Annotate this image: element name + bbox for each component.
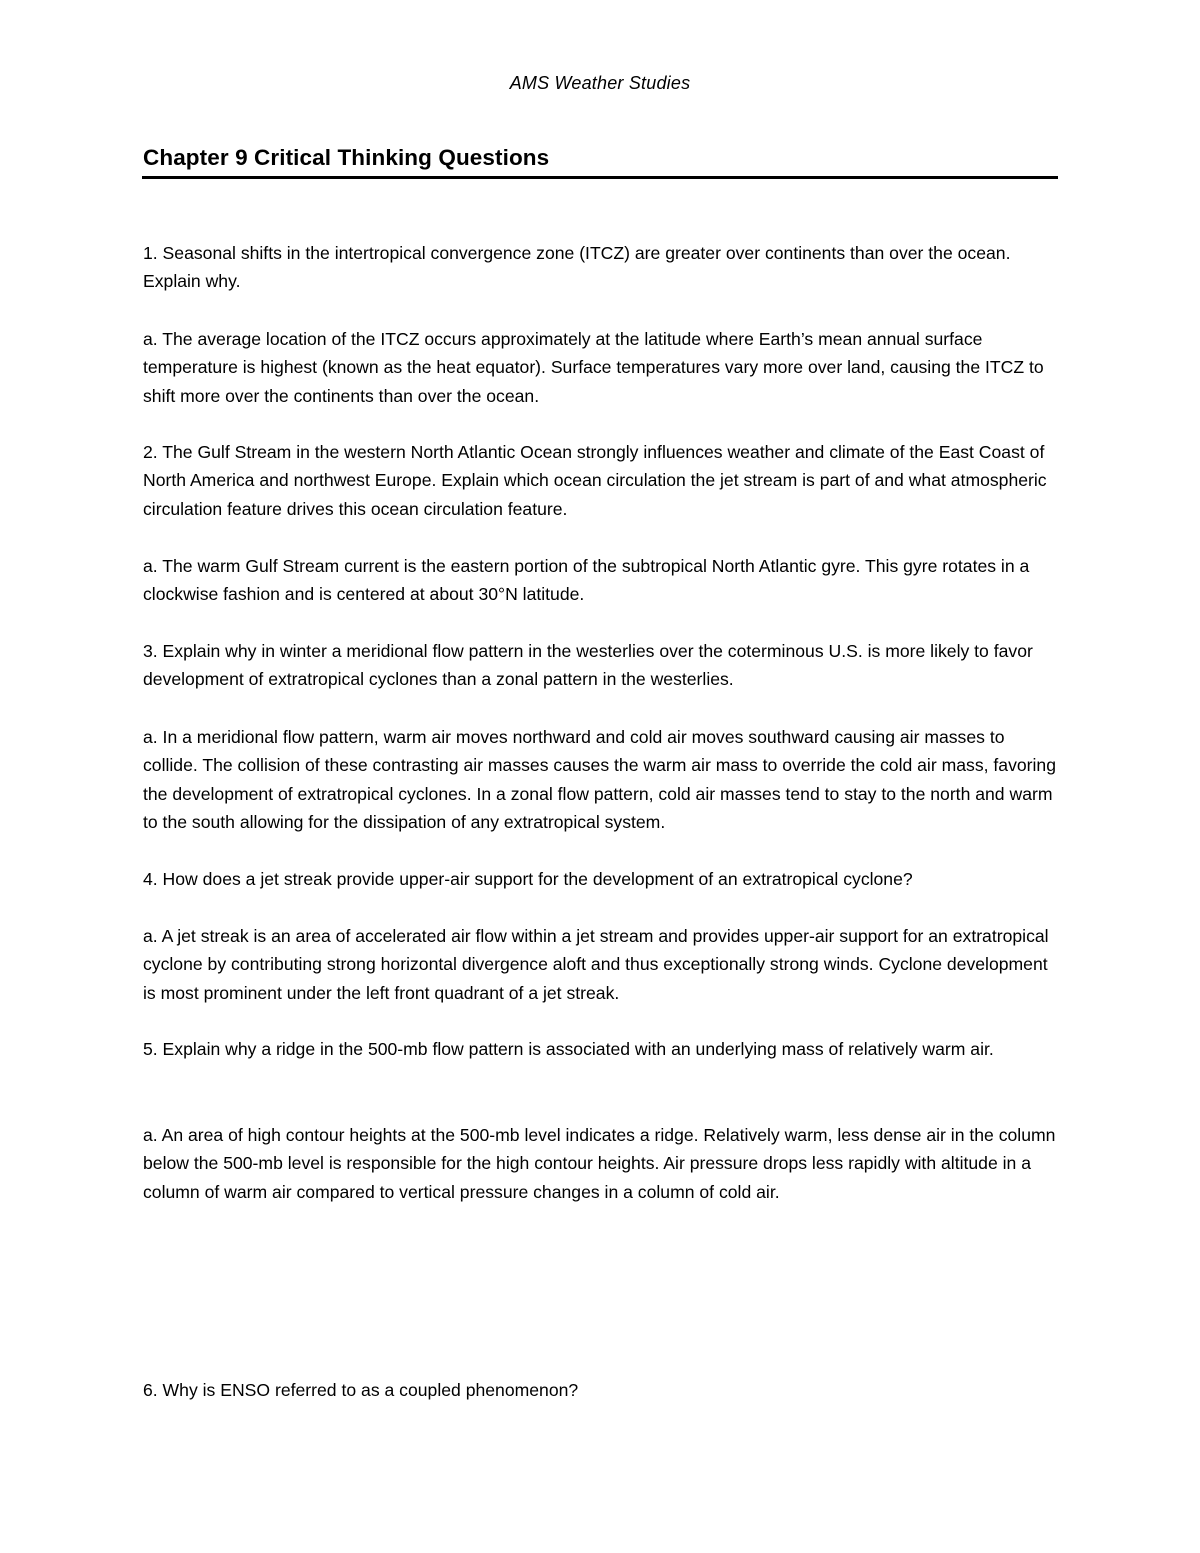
answer-2: a. The warm Gulf Stream current is the eastern portion of the subtropical North Atlantic gyre. This gyre rotates in a clockwise fashion and is centered at about 30°N latitude. [143,556,1030,605]
question-3: 3. Explain why in winter a meridional flow pattern in the westerlies over the coterminous U.S. is more likely to favor development of extratropical cyclones than a zonal pattern in the westerlies. [143,641,1033,690]
answer-3: a. In a meridional flow pattern, warm air moves northward and cold air moves southward causing air masses to collide. The collision of these contrasting air masses causes the warm air mass to override the cold air mass, favoring the development of extratropical cyclones. In a zonal flow pattern, cold air masses tend to stay to the north and warm to the south allowing for the dissipation of any extratropical system. [143,727,1056,832]
title-underline [142,176,1058,179]
question-5: 5. Explain why a ridge in the 500-mb flow pattern is associated with an underlying mass of relatively warm air. [143,1039,994,1059]
running-header: AMS Weather Studies [509,73,691,93]
page-title: Chapter 9 Critical Thinking Questions [143,145,550,170]
question-6: 6. Why is ENSO referred to as a coupled phenomenon? [143,1380,579,1400]
answer-1: a. The average location of the ITCZ occurs approximately at the latitude where Earth’s mean annual surface temperature is highest (known as the heat equator). Surface temperatures vary more over land, causing the ITCZ to shift more over the continents than over the ocean. [143,329,1044,406]
question-2: 2. The Gulf Stream in the western North Atlantic Ocean strongly influences weather and climate of the East Coast of North America and northwest Europe. Explain which ocean circulation the jet stream is part of and what atmospheric circulation feature drives this ocean circulation feature. [143,442,1047,519]
answer-5: a. An area of high contour heights at the 500-mb level indicates a ridge. Relatively warm, less dense air in the column below the 500-mb level is responsible for the high contour heights. Air pressure drops less rapidly with altitude in a column of warm air compared to vertical pressure changes in a column of cold air. [143,1125,1056,1202]
question-4: 4. How does a jet streak provide upper-air support for the development of an extratropical cyclone? [143,869,913,889]
question-1: 1. Seasonal shifts in the intertropical convergence zone (ITCZ) are greater over continents than over the ocean. Explain why. [143,243,1011,292]
answer-4: a. A jet streak is an area of accelerated air flow within a jet stream and provides upper-air support for an extratropical cyclone by contributing strong horizontal divergence aloft and thus exceptionally strong winds. Cyclone development is most prominent under the left front quadrant of a jet streak. [143,926,1049,1003]
